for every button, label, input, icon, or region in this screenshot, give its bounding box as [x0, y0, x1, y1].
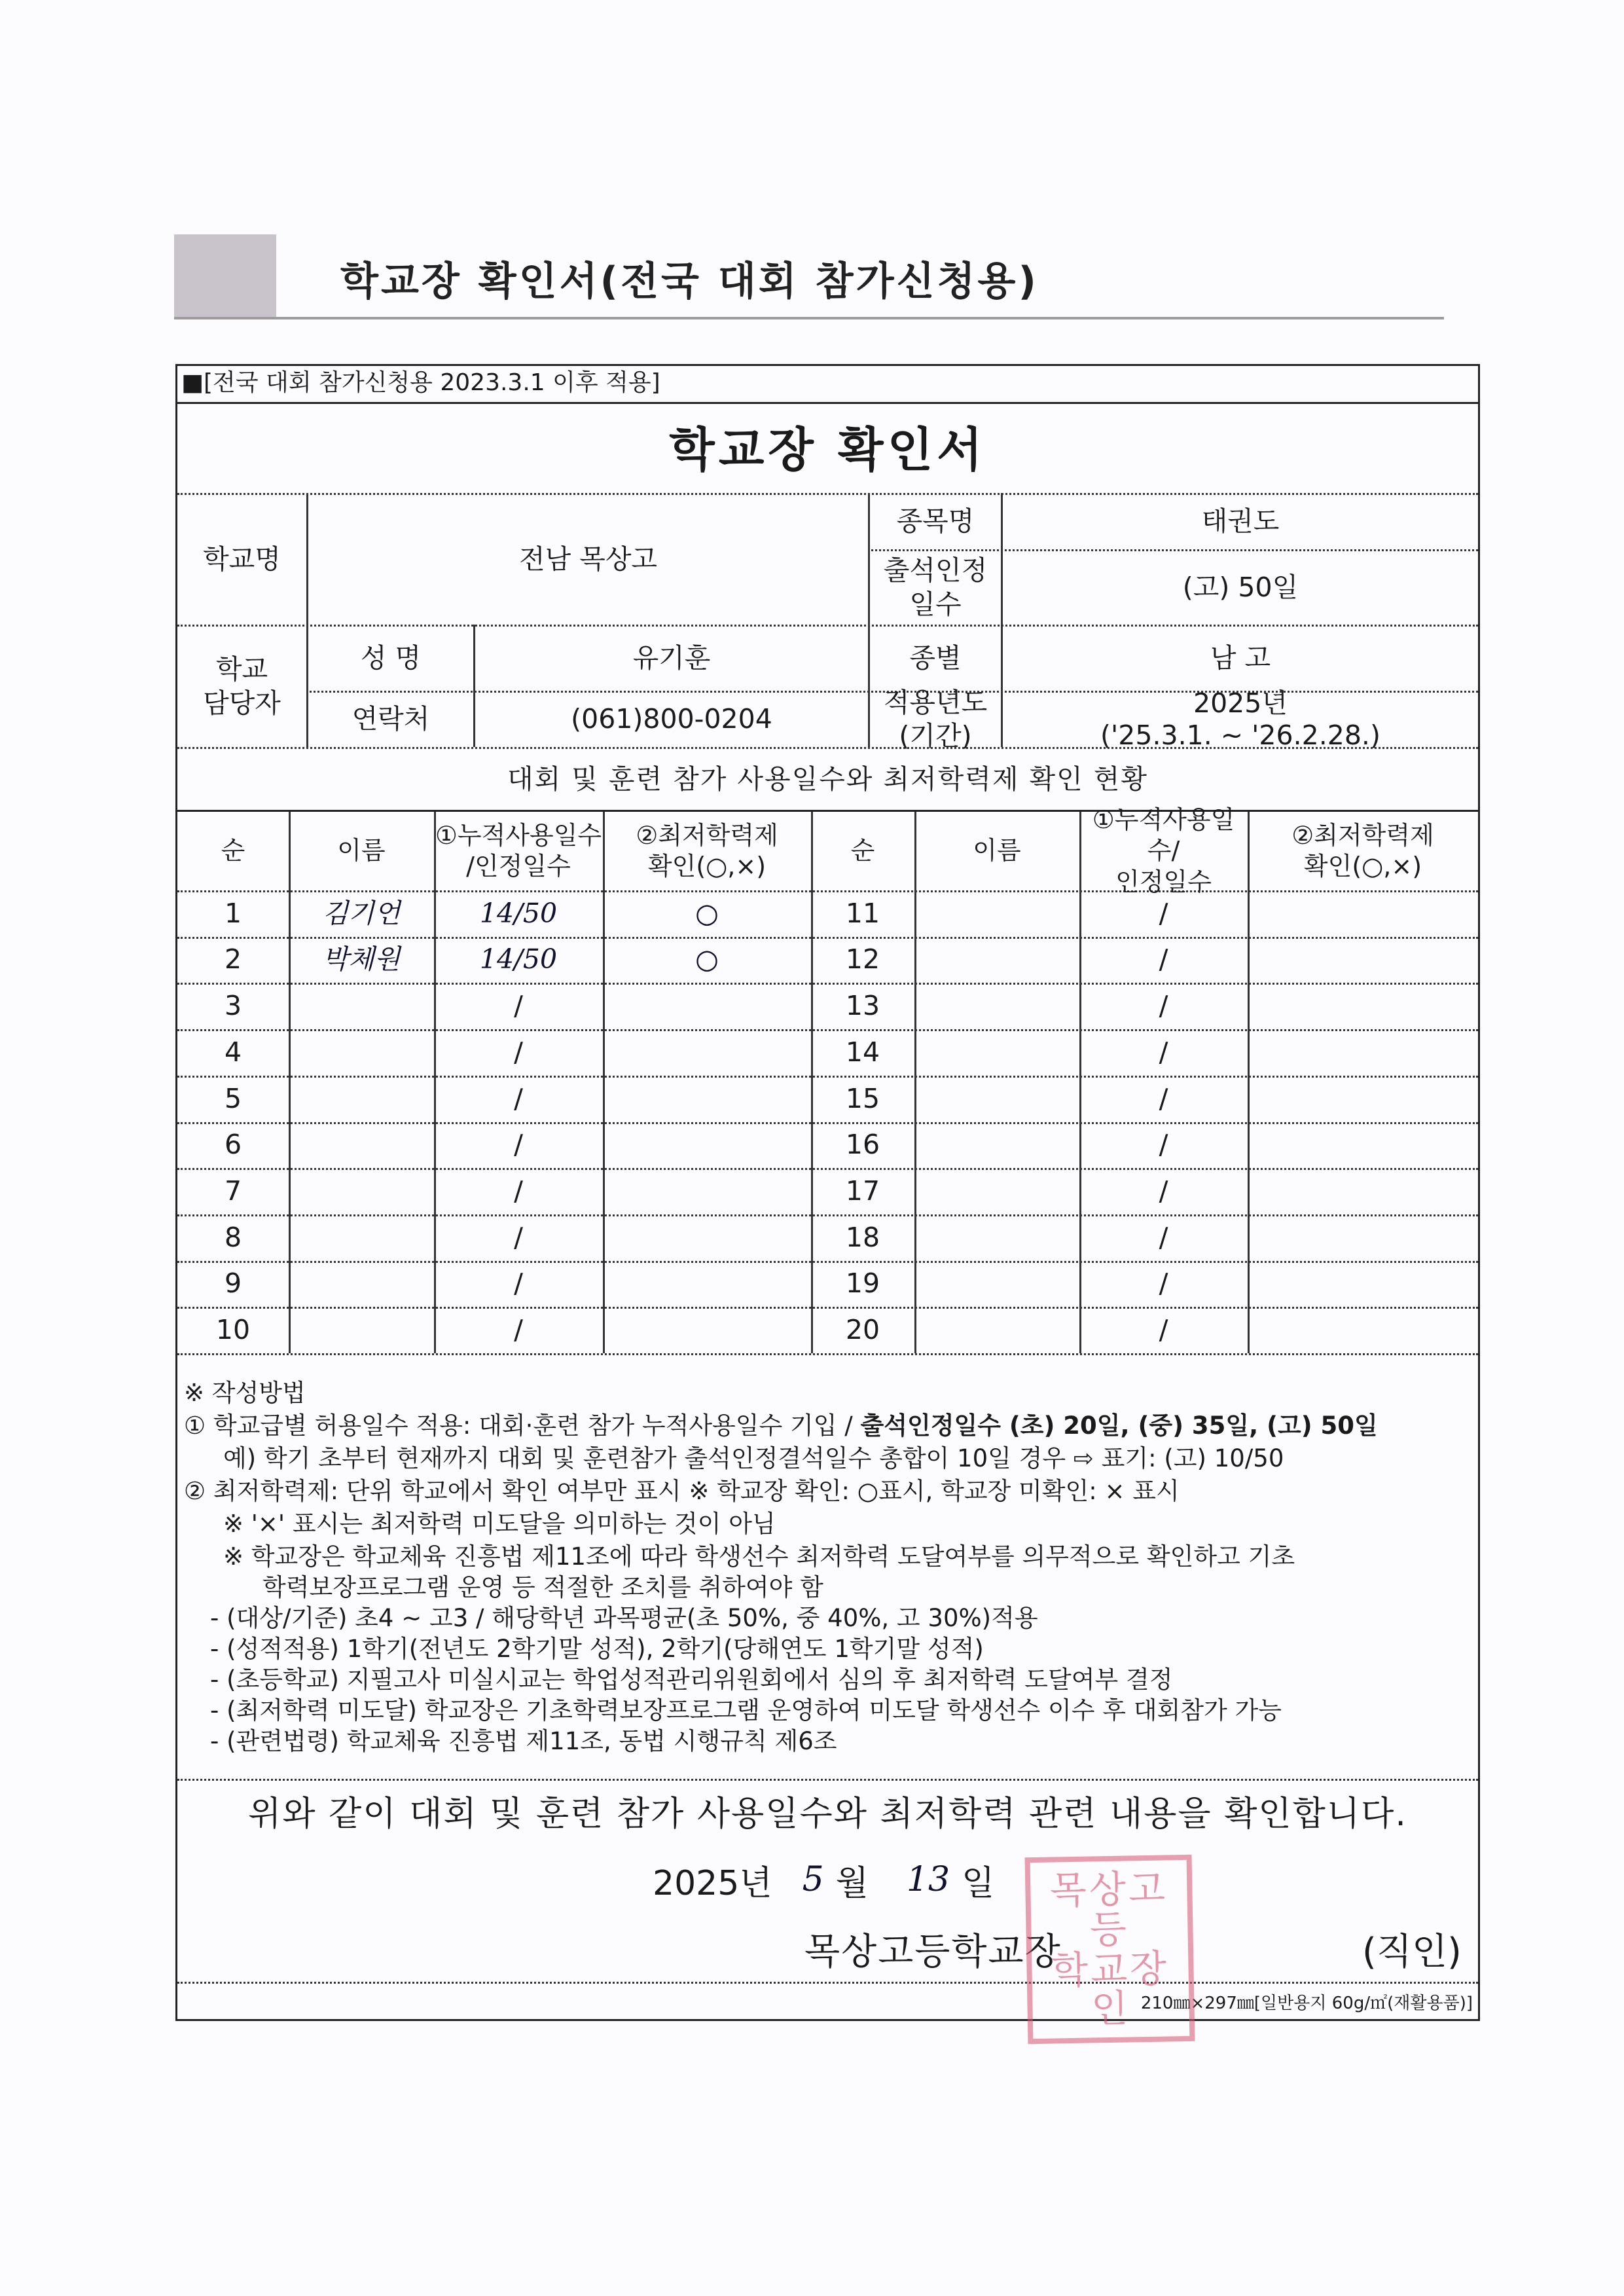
- notes-line-2: 예) 학기 초부터 현재까지 대회 및 훈련참가 출석인정결석일수 총합이 10일 경우 ⇨ 표기: (고) 10/50: [223, 1444, 1284, 1472]
- row-name: [289, 1029, 434, 1076]
- event-label: 종목명: [896, 505, 975, 538]
- manager-name-value: 유기훈: [632, 642, 711, 674]
- row-days: /: [514, 1314, 523, 1346]
- row-academic-check: [603, 1214, 811, 1261]
- row-no: 14: [845, 1036, 880, 1068]
- row-days: /: [514, 1082, 523, 1114]
- row-no: 13: [845, 990, 880, 1022]
- notes-line-10: - (최저학력 미도달) 학교장은 기초학력보장프로그램 운영하여 미도달 학생선수 이수 후 대회참가 가능: [210, 1696, 1282, 1724]
- row-days: /: [1159, 1267, 1168, 1300]
- paper-spec: 210㎜×297㎜[일반용지 60g/㎡(재활용품)]: [1140, 1994, 1473, 2013]
- header-divider: [174, 317, 1444, 319]
- header-days: ①누적사용일수 /인정일수: [435, 820, 602, 881]
- row-name: [289, 983, 434, 1029]
- row-no: 17: [845, 1175, 880, 1207]
- divider: [177, 1982, 1478, 1984]
- row-days: /: [514, 1221, 523, 1253]
- row-academic-check: [1248, 983, 1478, 1029]
- notes-line-1: [184, 1411, 1378, 1441]
- year-label: 적용년도 (기간): [883, 686, 988, 752]
- row-days: /: [1159, 1036, 1168, 1068]
- row-academic-check: [1248, 1261, 1478, 1307]
- row-days: 14/50: [479, 943, 558, 975]
- row-name: [914, 1076, 1079, 1122]
- header-shade-block: [174, 234, 276, 319]
- section-title: 대회 및 훈련 참가 사용일수와 최저학력제 확인 현황: [507, 763, 1148, 795]
- row-no: 19: [845, 1267, 880, 1300]
- confirmation-statement: 위와 같이 대회 및 훈련 참가 사용일수와 최저학력 관련 내용을 확인합니다.: [248, 1795, 1407, 1834]
- row-days: /: [514, 1267, 523, 1300]
- row-academic-check: ○: [695, 897, 719, 929]
- row-days: /: [1159, 943, 1168, 975]
- row-academic-check: [1248, 937, 1478, 983]
- official-seal-stamp: [1025, 1855, 1195, 2044]
- notes-line-5: ※ 학교장은 학교체육 진흥법 제11조에 따라 학생선수 최저학력 도달여부를 의무적으로 확인하고 기초: [223, 1542, 1295, 1571]
- row-no: 12: [845, 943, 880, 975]
- row-no: 18: [845, 1221, 880, 1253]
- row-academic-check: [1248, 1214, 1478, 1261]
- notes-line-1-text: ① 학교급별 허용일수 적용: 대회·훈련 참가 누적사용일수 기입 /: [184, 1412, 861, 1440]
- row-name: [914, 1261, 1079, 1307]
- header-no: 순: [850, 836, 875, 866]
- row-academic-check: [603, 1261, 811, 1307]
- row-days: /: [1159, 1175, 1168, 1207]
- row-no: 7: [224, 1175, 242, 1207]
- row-academic-check: [603, 983, 811, 1029]
- row-academic-check: [1248, 1076, 1478, 1122]
- date-year: 2025년: [653, 1863, 772, 1903]
- page-title: 학교장 확인서(전국 대회 참가신청용): [340, 259, 1039, 304]
- table-bottom-divider: [177, 1353, 1478, 1355]
- row-name: [914, 1029, 1079, 1076]
- confirmation-form: [175, 364, 1480, 2021]
- row-days: /: [1159, 1221, 1168, 1253]
- row-name: [914, 890, 1079, 937]
- row-no: 10: [215, 1314, 251, 1346]
- row-name: [914, 983, 1079, 1029]
- row-no: 20: [845, 1314, 880, 1346]
- row-days: /: [1159, 1129, 1168, 1161]
- row-name: 박체원: [322, 943, 401, 975]
- row-academic-check: [603, 1168, 811, 1214]
- row-name: [289, 1214, 434, 1261]
- notes-heading: ※ 작성방법: [184, 1379, 306, 1407]
- row-no: 2: [224, 943, 242, 975]
- divider: [177, 402, 1478, 404]
- contact-label: 연락처: [352, 703, 430, 735]
- row-no: 3: [224, 990, 242, 1022]
- notes-line-7: - (대상/기준) 초4 ~ 고3 / 해당학년 과목평균(초 50%, 중 40%, 고 30%)적용: [210, 1604, 1038, 1632]
- row-no: 1: [224, 897, 242, 929]
- notes-line-3: ② 최저학력제: 단위 학교에서 확인 여부만 표시 ※ 학교장 확인: ○표시, 학교장 미확인: × 표시: [184, 1477, 1180, 1505]
- row-no: 11: [845, 897, 880, 929]
- row-days: /: [514, 1175, 523, 1207]
- date-month-unit: 월: [835, 1863, 869, 1903]
- form-tag: ■[전국 대회 참가신청용 2023.3.1 이후 적용]: [181, 369, 660, 396]
- row-academic-check: [603, 1076, 811, 1122]
- manager-label: 학교 담당자: [203, 653, 281, 719]
- row-days: /: [1159, 1082, 1168, 1114]
- header-name: 이름: [337, 836, 386, 866]
- row-name: [289, 1261, 434, 1307]
- row-name: [289, 1076, 434, 1122]
- signer-name: 목상고등학교장: [804, 1931, 1062, 1973]
- year-value-block: [1003, 687, 1478, 751]
- divider: [177, 1779, 1478, 1781]
- category-value: 남 고: [1210, 642, 1271, 674]
- form-title: 학교장 확인서: [669, 422, 986, 477]
- header-academic: ②최저학력제 확인(○,×): [636, 820, 778, 881]
- row-name: [914, 1122, 1079, 1169]
- row-no: 9: [224, 1267, 242, 1300]
- header-name: 이름: [973, 836, 1021, 866]
- row-academic-check: [1248, 1122, 1478, 1169]
- date-month: 5: [802, 1860, 824, 1899]
- row-days: /: [1159, 1314, 1168, 1346]
- row-days: /: [1159, 897, 1168, 929]
- contact-value: (061)800-0204: [571, 703, 772, 735]
- manager-name-label: 성 명: [360, 642, 422, 674]
- notes-line-9: - (초등학교) 지필고사 미실시교는 학업성적관리위원회에서 심의 후 최저학력 도달여부 결정: [210, 1666, 1173, 1694]
- notes-line-4: ※ '×' 표시는 최저학력 미도달을 의미하는 것이 아님: [223, 1510, 776, 1538]
- row-academic-check: [603, 1122, 811, 1169]
- row-name: [914, 1307, 1079, 1353]
- header-days: ①누적사용일수/ 인정일수: [1092, 805, 1235, 896]
- row-days: /: [514, 990, 523, 1022]
- row-academic-check: [1248, 890, 1478, 937]
- row-academic-check: [1248, 1029, 1478, 1076]
- notes-line-11: - (관련법령) 학교체육 진흥법 제11조, 동법 시행규칙 제6조: [210, 1727, 837, 1755]
- row-no: 4: [224, 1036, 242, 1068]
- row-name: [289, 1307, 434, 1353]
- row-days: /: [1159, 990, 1168, 1022]
- date-day-unit: 일: [962, 1863, 995, 1903]
- confirmation-date: [653, 1847, 994, 1912]
- row-days: 14/50: [479, 897, 558, 929]
- seal-label: (직인): [1362, 1931, 1462, 1973]
- notes-line-8: - (성적적용) 1학기(전년도 2학기말 성적), 2학기(당해연도 1학기말 성적): [210, 1635, 984, 1663]
- row-academic-check: [603, 1307, 811, 1353]
- attendance-value: (고) 50일: [1182, 571, 1299, 603]
- row-name: 김기언: [322, 897, 401, 929]
- event-value: 태권도: [1201, 505, 1280, 538]
- row-name: [289, 1122, 434, 1169]
- row-no: 5: [224, 1082, 242, 1114]
- row-name: [914, 937, 1079, 983]
- period-value: ('25.3.1. ~ '26.2.28.): [1100, 720, 1380, 751]
- notes-line-1-bold: 출석인정일수 (초) 20일, (중) 35일, (고) 50일: [860, 1412, 1378, 1440]
- row-no: 8: [224, 1221, 242, 1253]
- row-name: [289, 1168, 434, 1214]
- row-academic-check: ○: [695, 943, 719, 975]
- school-name-label: 학교명: [203, 543, 281, 575]
- category-label: 종별: [909, 642, 962, 674]
- notes-line-6: 학력보장프로그램 운영 등 적절한 조치를 취하여야 함: [262, 1573, 823, 1601]
- date-day: 13: [906, 1860, 950, 1899]
- row-academic-check: [1248, 1168, 1478, 1214]
- row-no: 15: [845, 1082, 880, 1114]
- row-name: [914, 1168, 1079, 1214]
- row-no: 6: [224, 1129, 242, 1161]
- row-academic-check: [603, 1029, 811, 1076]
- row-days: /: [514, 1036, 523, 1068]
- attendance-label: 출석인정 일수: [883, 555, 988, 620]
- row-days: /: [514, 1129, 523, 1161]
- header-academic: ②최저학력제 확인(○,×): [1291, 820, 1434, 881]
- year-value: 2025년: [1193, 687, 1288, 719]
- row-no: 16: [845, 1129, 880, 1161]
- school-name-value: 전남 목상고: [518, 543, 658, 575]
- stamp-text: 목상고등 학교장인: [1049, 1866, 1170, 2032]
- row-name: [914, 1214, 1079, 1261]
- header-no: 순: [221, 836, 245, 866]
- row-academic-check: [1248, 1307, 1478, 1353]
